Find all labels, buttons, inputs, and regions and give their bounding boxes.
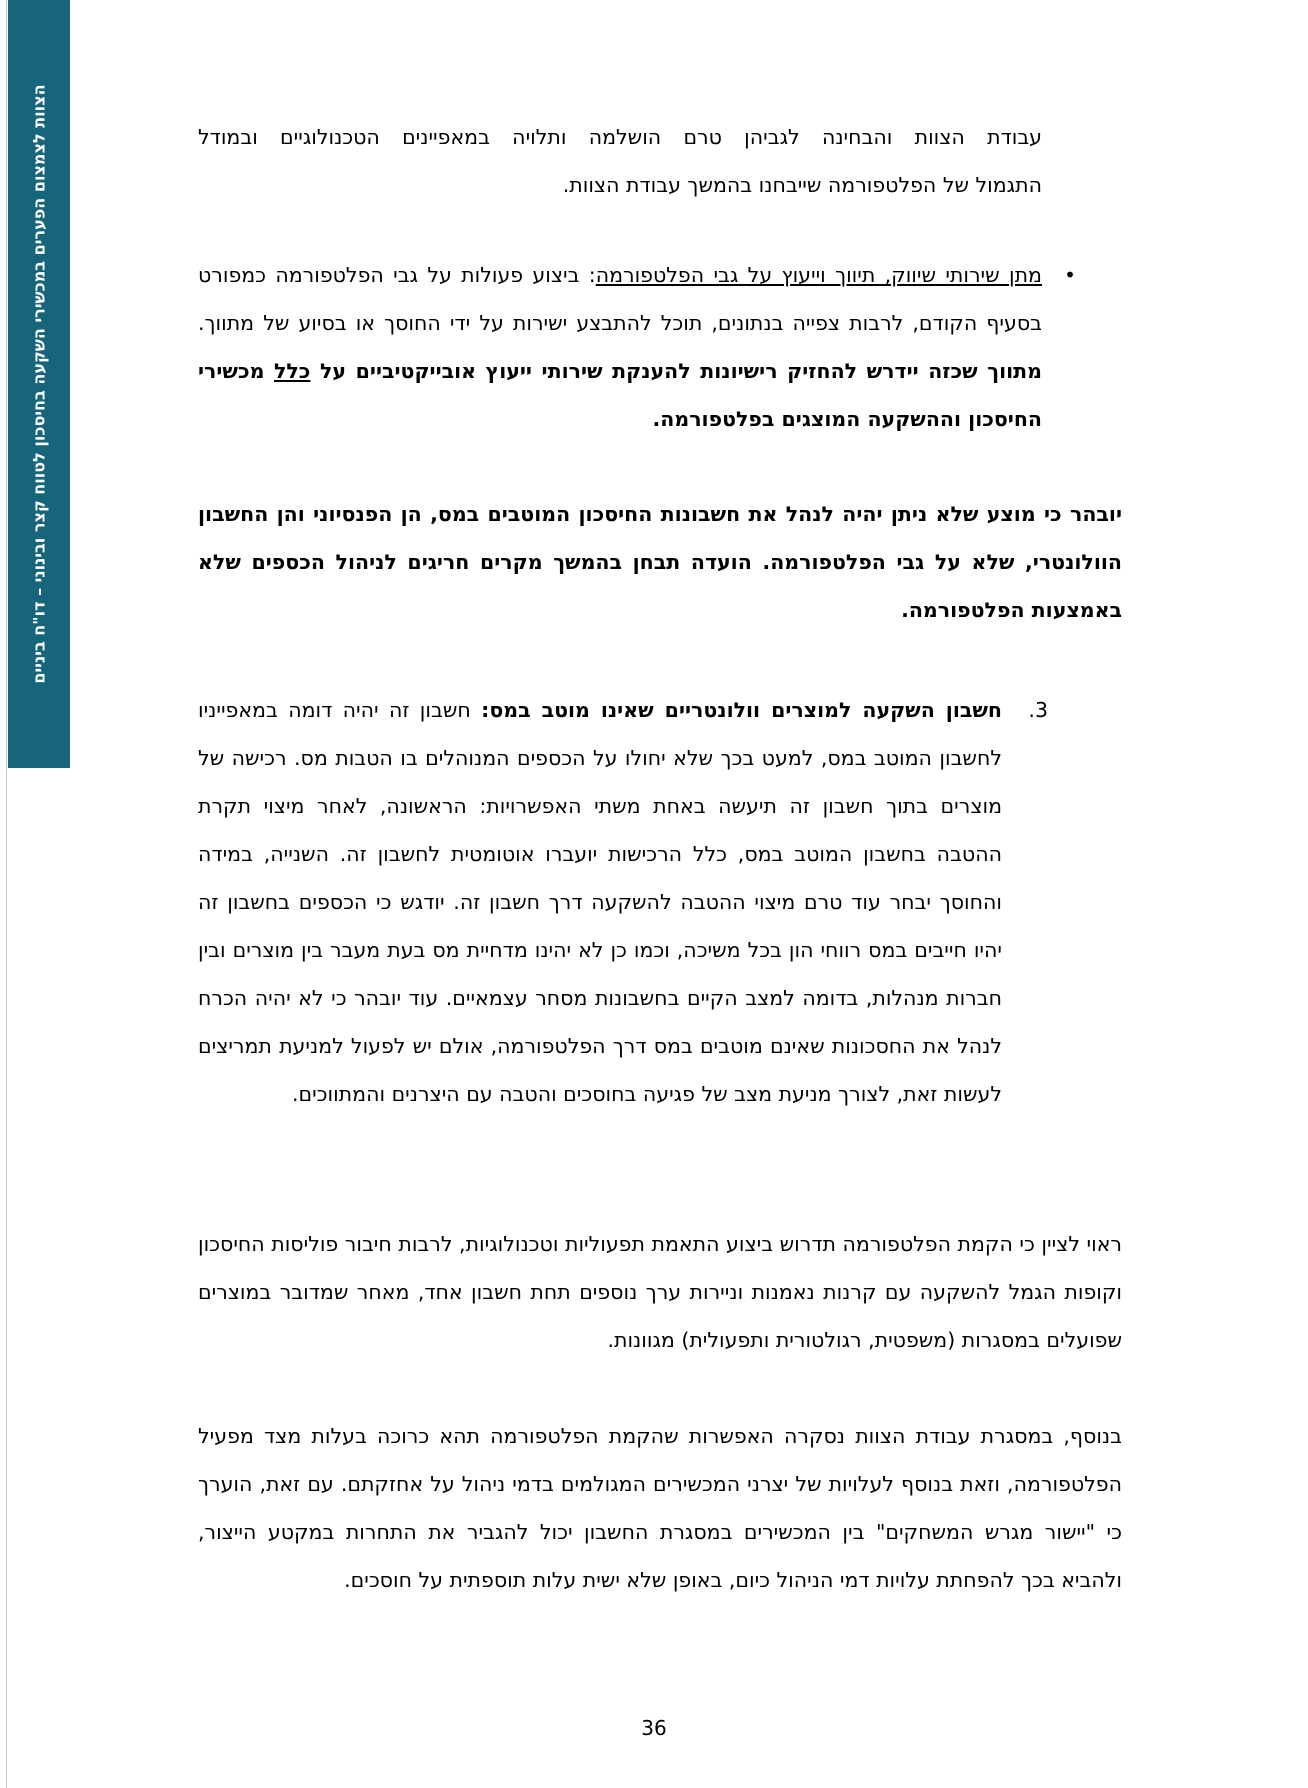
paragraph-continuation-line-1: עבודת הצוות והבחינה לגביהן טרם הושלמה ותלויה במאפיינים הטכנולוגיים ובמודל xyxy=(198,125,1042,149)
bullet-heading: מתן שירותי שיווק, תיווך וייעוץ על גבי הפלטפורמה xyxy=(595,263,1042,287)
paragraph-platform-costs: בנוסף, במסגרת עבודת הצוות נסקרה האפשרות שהקמת הפלטפורמה תהא כרוכה בעלות מצד מפעיל הפלטפורמה, וזאת בנוסף לעלויות של יצרני המכשירים המגולמים בדמי ניהול על אחזקתם. עם זאת, הוערך כי "יישור מגרש המשחקים" בין המכשירים במסגרת החשבון יכול להגביר את התחרות במקטע הייצור, ולהביא בכך להפחתת עלויות דמי הניהול כיום, באופן שלא ישית עלות תוספתית על חוסכים. xyxy=(198,1424,1122,1592)
list-item-heading: חשבון השקעה למוצרים וולונטריים שאינו מוטב במס: xyxy=(481,698,1003,722)
side-banner xyxy=(8,0,70,768)
side-banner-title: הצוות לצמצום הפערים במכשירי השקעה בחיסכון לטווח קצר ובינוני – דו"ח ביניים xyxy=(29,84,49,684)
bold-note-paragraph: יובהר כי מוצע שלא ניתן יהיה לנהל את חשבונות החיסכון המוטבים במס, הן הפנסיוני והן החשבון הוולונטרי, שלא על גבי הפלטפורמה. הועדה תבחן בהמשך מקרים חריגים לניהול הכספים שלא באמצעות הפלטפורמה. xyxy=(198,502,1122,622)
bullet-bold-underlined-word: כלל xyxy=(274,359,311,383)
paragraph-continuation xyxy=(198,113,1042,209)
paragraph-platform-adjustments: ראוי לציין כי הקמת הפלטפורמה תדרוש ביצוע התאמת תפעוליות וטכנולוגיות, לרבות חיבור פוליסות החיסכון וקופות הגמל להשקעה עם קרנות נאמנות וניירות ערך נוספים תחת חשבון אחד, מאחר שמדובר במוצרים שפועלים במסגרות (משפטית, רגולטורית ותפעולית) מגוונות. xyxy=(198,1232,1122,1352)
bullet-bold-text-end: מכשירי החיסכון וההשקעה המוצגים בפלטפורמה. xyxy=(198,359,1042,431)
bullet-paragraph xyxy=(198,251,1042,443)
list-item-paragraph xyxy=(198,686,1002,1118)
bullet-bold-text: מתווך שכזה יידרש להחזיק רישיונות להענקת שירותי ייעוץ אובייקטיביים על xyxy=(310,359,1043,383)
paragraph-continuation-line-2: התגמול של הפלטפורמה שייבחנו בהמשך עבודת הצוות. xyxy=(562,173,1042,197)
page-left-border xyxy=(6,0,7,1788)
list-item-text: חשבון זה יהיה דומה במאפייניו לחשבון המוטב במס, למעט בכך שלא יחולו על הכספים המנוהלים בו הטבות מס. רכישה של מוצרים בתוך חשבון זה תיעשה באחת משתי האפשרויות: הראשונה, לאחר מיצוי תקרת ההטבה בחשבון המוטב במס, כלל הרכישות יועברו אוטומטית לחשבון זה. השנייה, במידה והחוסך יבחר עוד טרם מיצוי ההטבה להשקעה דרך חשבון זה. יודגש כי הכספים בחשבון זה יהיו חייבים במס רווחי הון בכל משיכה, וכמו כן לא יהינו מדחיית מס בעת מעבר בין מוצרים ובין חברות מנהלות, בדומה למצב הקיים בחשבונות מסחר עצמאיים. עוד יובהר כי לא יהיה הכרח לנהל את החסכונות שאינם מוטבים במס דרך הפלטפורמה, אולם יש לפעול למניעת תמריצים לעשות זאת, לצורך מניעת מצב של פגיעה בחוסכים והטבה עם היצרנים והמתווכים. xyxy=(198,698,1002,1106)
page-number: 36 xyxy=(641,1716,667,1740)
bullet-text: : ביצוע פעולות על גבי הפלטפורמה כמפורט בסעיף הקודם, לרבות צפייה בנתונים, תוכל להתבצע ישירות על ידי החוסך או בסיוע של מתווך. xyxy=(198,263,1042,335)
list-item-number: 3. xyxy=(1028,698,1048,722)
bullet-marker: • xyxy=(1064,263,1076,287)
